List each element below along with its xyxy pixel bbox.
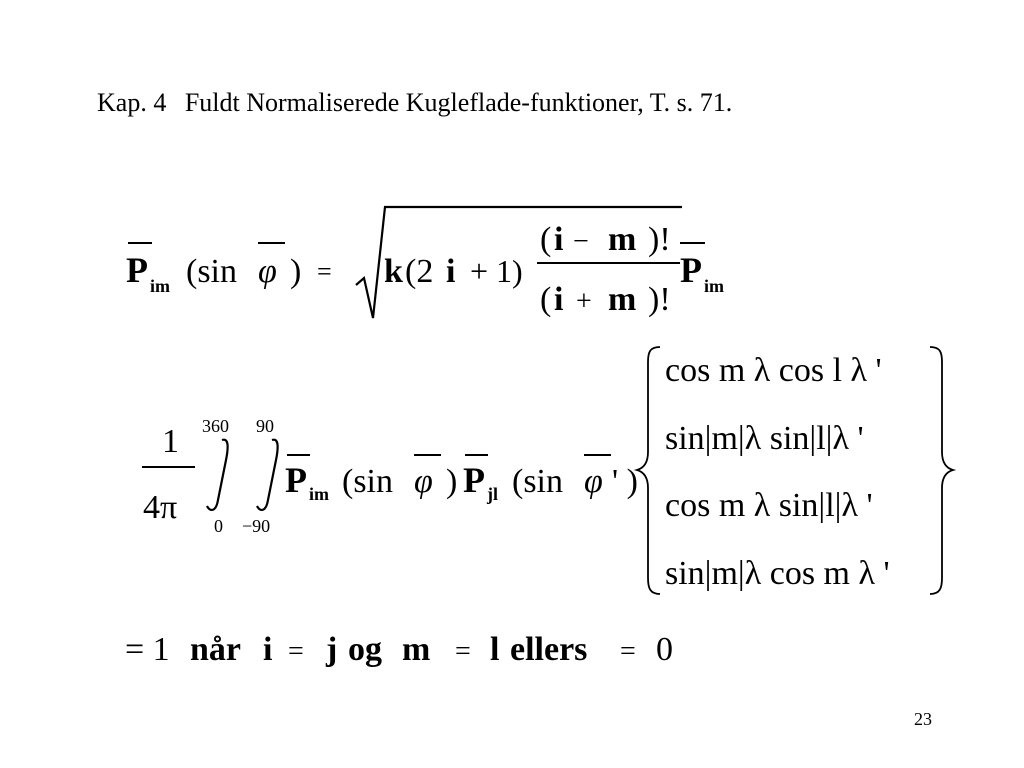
word-ellers: ellers <box>510 631 588 668</box>
symbol-m: m <box>402 631 431 668</box>
frac-four-pi: 4π <box>143 489 178 526</box>
close-paren: ) <box>290 253 302 290</box>
den-open: ( <box>540 281 552 318</box>
subscript-im: im <box>309 484 329 504</box>
two-open: (2 <box>405 253 434 290</box>
subscript-im-right: im <box>704 276 724 296</box>
phi-symbol: φ <box>258 253 277 290</box>
eq-sign-3: = <box>620 636 636 667</box>
symbol-i: i <box>263 631 273 668</box>
case-2: sin|m|λ sin|l|λ ' <box>665 420 864 457</box>
integral2-sign <box>257 440 278 510</box>
den-plus: + <box>576 286 592 317</box>
sin-open: (sin <box>342 463 393 500</box>
phi: φ <box>414 463 433 500</box>
integral2-upper: 90 <box>256 416 274 436</box>
case-4: sin|m|λ cos m λ ' <box>665 555 890 592</box>
num-m: m <box>608 221 637 258</box>
formula-condition <box>125 631 673 668</box>
formula-orthogonality <box>142 347 953 594</box>
page-number: 23 <box>914 709 932 729</box>
num-close: )! <box>648 221 671 258</box>
integral1-upper: 360 <box>202 416 229 436</box>
num-open: ( <box>540 221 552 258</box>
den-close: )! <box>648 281 671 318</box>
case-3: cos m λ sin|l|λ ' <box>665 487 873 524</box>
sin-open: (sin <box>186 253 237 290</box>
frac-one: 1 <box>162 423 179 460</box>
den-i: i <box>554 281 564 318</box>
k-symbol: k <box>384 253 403 290</box>
integral2-lower: −90 <box>242 516 271 536</box>
title-prefix: Kap. 4 <box>97 88 167 117</box>
integral1-lower: 0 <box>214 516 223 536</box>
eq-sign-1: = <box>288 636 304 667</box>
den-m: m <box>608 281 637 318</box>
p-im: P <box>285 460 307 500</box>
eq-sign-2: = <box>455 636 471 667</box>
phi-2: φ <box>584 463 603 500</box>
title-text: Fuldt Normaliserede Kugleflade-funktioner, T. s. 71. <box>184 88 733 117</box>
num-minus: − <box>573 226 589 257</box>
subscript-jl: jl <box>487 484 498 504</box>
plus-one: + 1) <box>470 253 523 289</box>
equals-sign: = <box>317 257 332 286</box>
symbol-l: l <box>490 631 500 668</box>
num-i: i <box>554 221 564 258</box>
prime-close: ' ) <box>612 463 638 500</box>
i-symbol: i <box>446 253 456 290</box>
formula-normalization <box>126 207 724 318</box>
word-og: og <box>348 631 382 668</box>
word-naar: når <box>190 631 241 668</box>
subscript-im: im <box>150 276 170 296</box>
sin-open-2: (sin <box>512 463 563 500</box>
close-paren: ) <box>446 463 458 500</box>
left-brace <box>637 347 660 594</box>
eq-one: = 1 <box>125 631 170 668</box>
p-symbol: P <box>126 250 148 290</box>
p-symbol-right: P <box>680 250 702 290</box>
symbol-j: j <box>326 631 338 668</box>
integral1-sign <box>207 440 228 510</box>
zero: 0 <box>656 631 673 668</box>
right-brace <box>930 347 953 594</box>
p-jl: P <box>463 460 485 500</box>
case-1: cos m λ cos l λ ' <box>665 352 882 389</box>
